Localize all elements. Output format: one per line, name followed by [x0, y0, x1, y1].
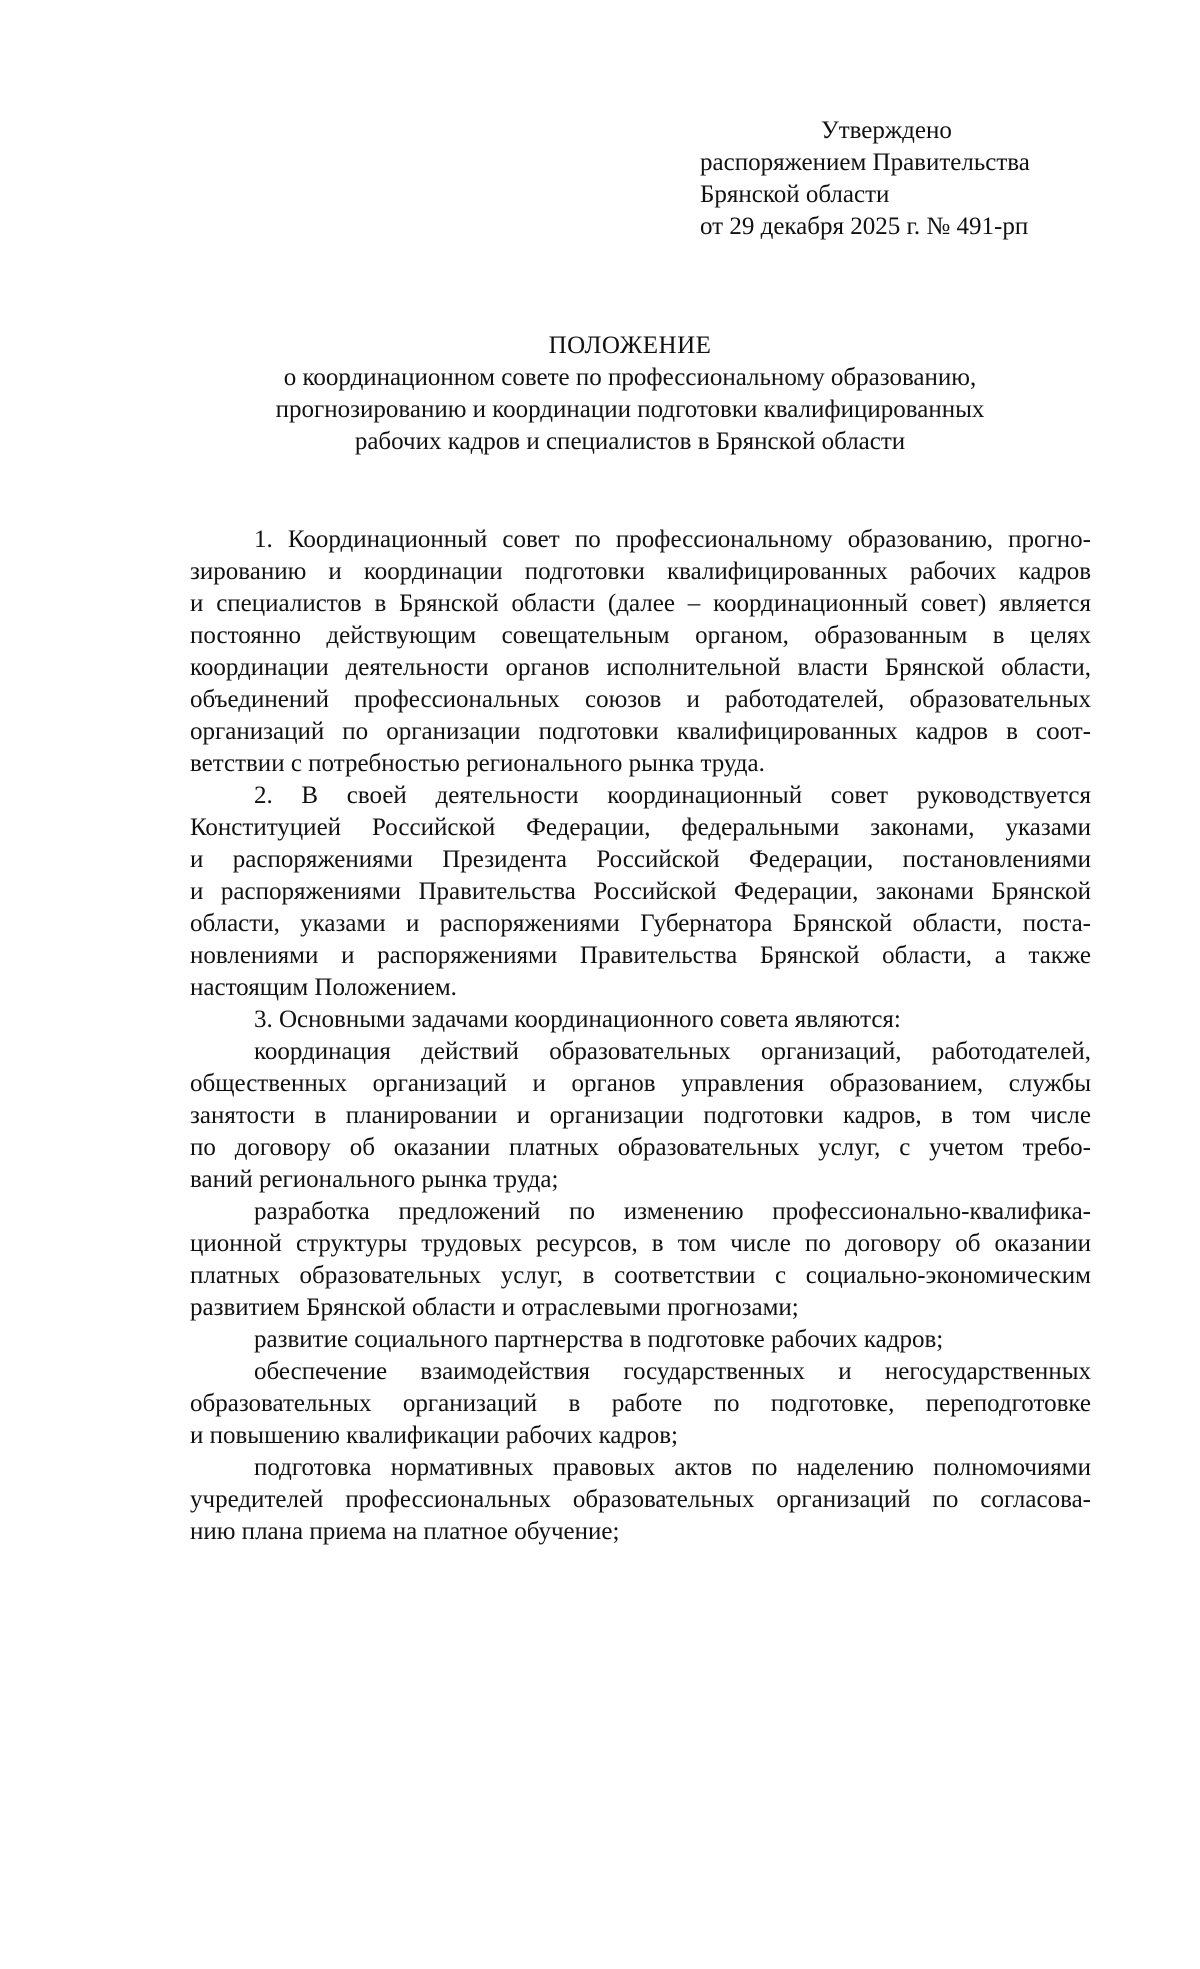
document-body	[190, 524, 1091, 1548]
paragraph-line: объединений профессиональных союзов и работодателей, образовательных	[190, 686, 1091, 713]
paragraph-line: области, указами и распоряжениями Губернатора Брянской области, поста-	[190, 910, 1091, 937]
paragraph-line: разработка предложений по изменению профессионально-квалифика-	[254, 1198, 1091, 1225]
approval-line: распоряжением Правительства	[700, 149, 1030, 176]
paragraph	[190, 524, 1091, 780]
approval-line: Утверждено	[821, 117, 952, 144]
paragraph-line: координации деятельности органов исполнительной власти Брянской области,	[190, 654, 1091, 681]
paragraph-line: координация действий образовательных организаций, работодателей,	[254, 1038, 1091, 1065]
paragraph-line: развитие социального партнерства в подготовке рабочих кадров;	[254, 1326, 944, 1353]
document-subtitle-line: рабочих кадров и специалистов в Брянской области	[354, 428, 906, 455]
paragraph-line: нию плана приема на платное обучение;	[190, 1518, 620, 1545]
document-title-block	[150, 330, 1110, 458]
paragraph-line: 1. Координационный совет по профессиональному образованию, прогно-	[254, 526, 1091, 553]
paragraph-line: зированию и координации подготовки квалифицированных рабочих кадров	[190, 558, 1091, 585]
paragraph-line: 3. Основными задачами координационного совета являются:	[254, 1006, 901, 1033]
paragraph-line: и распоряжениями Правительства Российской Федерации, законами Брянской	[190, 878, 1091, 905]
paragraph-line: и распоряжениями Президента Российской Федерации, постановлениями	[190, 846, 1091, 873]
paragraph-line: ваний регионального рынка труда;	[190, 1166, 559, 1193]
paragraph-line: занятости в планировании и организации подготовки кадров, в том числе	[190, 1102, 1091, 1129]
paragraph-line: Конституцией Российской Федерации, федеральными законами, указами	[190, 814, 1091, 841]
document-subtitle-line: о координационном совете по профессиональному образованию,	[283, 364, 977, 391]
paragraph	[190, 1196, 1091, 1324]
paragraph-line: ционной структуры трудовых ресурсов, в том числе по договору об оказании	[190, 1230, 1091, 1257]
paragraph	[190, 1356, 1091, 1452]
paragraph-line: настоящим Положением.	[190, 974, 457, 1001]
paragraph	[190, 1036, 1091, 1196]
approval-stamp	[700, 115, 1140, 243]
paragraph	[190, 780, 1091, 1004]
paragraph-line: образовательных организаций в работе по подготовке, переподготовке	[190, 1390, 1091, 1417]
paragraph-line: новлениями и распоряжениями Правительства Брянской области, а также	[190, 942, 1091, 969]
paragraph-line: развитием Брянской области и отраслевыми прогнозами;	[190, 1294, 799, 1321]
paragraph-line: постоянно действующим совещательным органом, образованным в целях	[190, 622, 1091, 649]
paragraph-line: и повышению квалификации рабочих кадров;	[190, 1422, 678, 1449]
approval-line: Брянской области	[700, 181, 890, 208]
approval-line: от 29 декабря 2025 г. № 491-рп	[700, 213, 1029, 240]
paragraph-line: ветствии с потребностью регионального рынка труда.	[190, 750, 765, 777]
paragraph-line: подготовка нормативных правовых актов по наделению полномочиями	[254, 1454, 1091, 1481]
paragraph-line: общественных организаций и органов управления образованием, службы	[190, 1070, 1091, 1097]
paragraph-line: 2. В своей деятельности координационный совет руководствуется	[254, 782, 1091, 809]
document-subtitle-line: прогнозированию и координации подготовки квалифицированных	[275, 396, 985, 423]
paragraph-line: и специалистов в Брянской области (далее – координационный совет) является	[190, 590, 1091, 617]
paragraph-line: платных образовательных услуг, в соответствии с социально-экономическим	[190, 1262, 1091, 1289]
document-title: ПОЛОЖЕНИЕ	[548, 332, 712, 359]
paragraph	[190, 1452, 1091, 1548]
paragraph	[190, 1324, 1091, 1356]
paragraph-line: по договору об оказании платных образовательных услуг, с учетом требо-	[190, 1134, 1091, 1161]
paragraph	[190, 1004, 1091, 1036]
paragraph-line: учредителей профессиональных образовательных организаций по согласова-	[190, 1486, 1091, 1513]
paragraph-line: организаций по организации подготовки квалифицированных кадров в соот-	[190, 718, 1091, 745]
paragraph-line: обеспечение взаимодействия государственных и негосударственных	[254, 1358, 1091, 1385]
